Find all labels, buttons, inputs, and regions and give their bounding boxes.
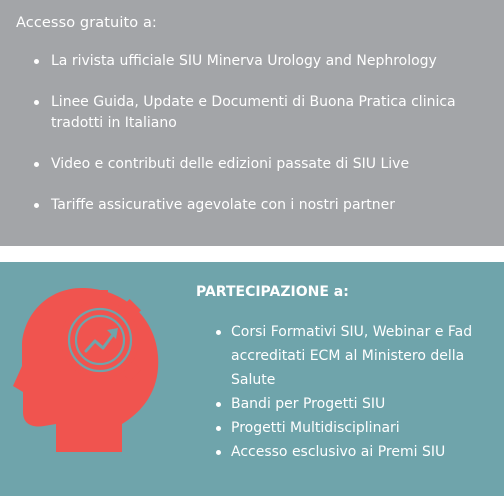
bullet-icon	[34, 100, 39, 105]
bullet-icon	[216, 402, 221, 407]
bullet-icon	[34, 162, 39, 167]
bullet-icon	[34, 59, 39, 64]
bullet-icon	[34, 203, 39, 208]
list-item	[0, 416, 504, 440]
list-item	[0, 92, 504, 134]
list-item	[0, 51, 504, 72]
list-item-text: Tariffe assicurative agevolate con i nostri partner	[51, 197, 396, 213]
list-item	[0, 195, 504, 216]
list-item-text: Corsi Formativi SIU, Webinar e Fad accreditati ECM al Ministero della Salute	[231, 324, 473, 388]
free-access-heading: Accesso gratuito a:	[16, 15, 157, 31]
bullet-icon	[216, 450, 221, 455]
free-access-panel	[0, 0, 504, 246]
list-item	[0, 440, 504, 464]
participation-heading: PARTECIPAZIONE a:	[196, 284, 349, 300]
list-item-text: La rivista ufficiale SIU Minerva Urology and Nephrology	[51, 53, 437, 69]
list-item	[0, 392, 504, 416]
list-item-text: Progetti Multidisciplinari	[231, 420, 400, 436]
bullet-icon	[216, 426, 221, 431]
list-item	[0, 154, 504, 175]
participation-list	[0, 320, 504, 464]
free-access-list	[0, 51, 504, 236]
section-divider	[0, 246, 504, 262]
list-item	[0, 320, 504, 392]
bullet-icon	[216, 330, 221, 335]
list-item-text: Bandi per Progetti SIU	[231, 396, 386, 412]
list-item-text: Accesso esclusivo ai Premi SIU	[231, 444, 446, 460]
list-item-text: Linee Guida, Update e Documenti di Buona Pratica clinica tradotti in Italiano	[51, 94, 456, 131]
list-item-text: Video e contributi delle edizioni passate di SIU Live	[51, 156, 410, 172]
participation-panel	[0, 262, 504, 496]
